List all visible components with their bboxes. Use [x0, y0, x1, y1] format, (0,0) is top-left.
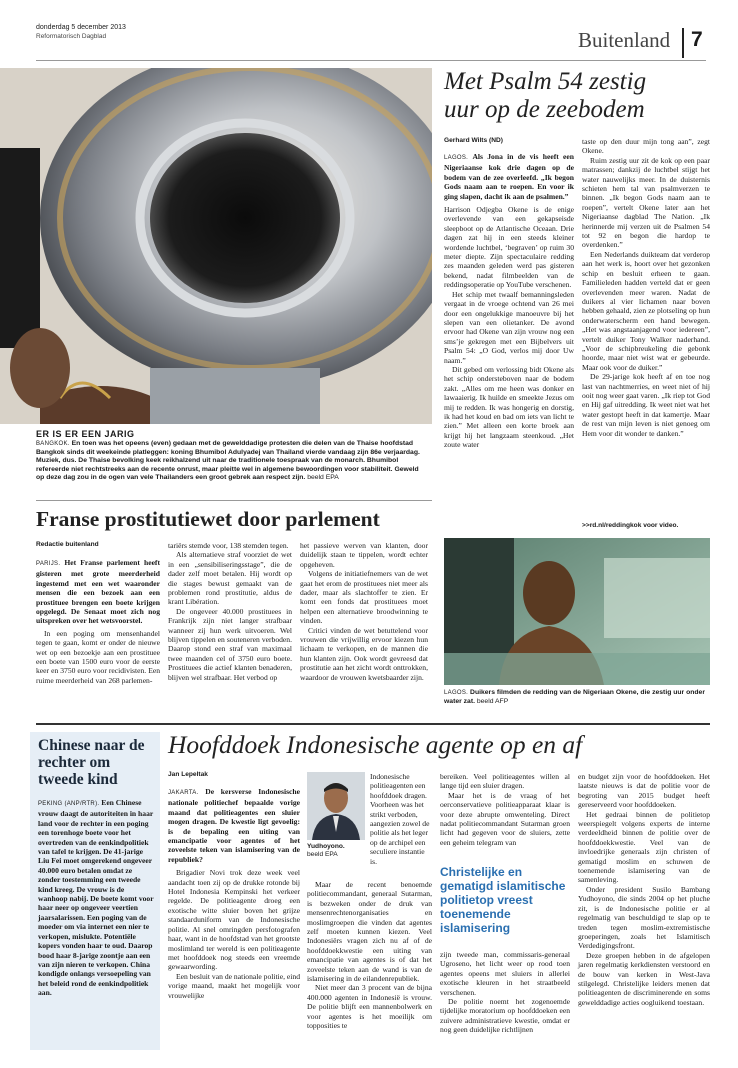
underwater-caption-dateline: LAGOS.: [444, 690, 469, 696]
hoofddoek-column-1: [168, 787, 300, 1000]
lower-section-rule: [36, 723, 710, 725]
video-link[interactable]: >>rd.nl/reddingkok voor video.: [582, 522, 679, 529]
prostitutie-column-3: [300, 541, 428, 682]
hoofddoek-byline: Jan Lepeltak: [168, 771, 208, 778]
yudhoyono-photo: [307, 772, 365, 840]
hoofddoek-c4-p2: Het gedraai binnen de politietop weerspiegelt volgens experts de interne verdeeldheid binnen de politie over de hoofddoekkwestie. Veel van de invloedrijke generaals zijn christen of gematigd moslim en schuwen de toenemende islamisering van de samenleving.: [578, 809, 710, 885]
hoofddoek-column-4: [578, 772, 710, 1007]
hoofddoek-c2-p1: Indonesische politieagenten een hoofddoek dragen. Voorheen was het strikt verboden, aangezien zowel de politie als het leger op de archipel een seculiere instantie is.: [370, 772, 430, 866]
portrait-illustration: [307, 772, 365, 840]
prostitutie-headline: Franse prostitutiewet door parlement: [36, 507, 380, 531]
prostitutie-c2-p2: Als alternatieve straf voorziet de wet in een „sensibiliseringsstage”, die de dader zelf moet betalen. Hij wordt op die stages bewust gemaakt van de problemen rond prostitutie, aldus de krant Libération.: [168, 550, 292, 607]
prostitutie-lead: Het Franse parlement heeft gisteren met grote meerderheid ingestemd met een wet waaronder mensen die een bezoek aan een prostituee brengen een boete krijgen opgelegd. De Senaat moet zich nog uitspreken over het wetsvoorstel.: [36, 558, 160, 626]
underwater-photo: [444, 538, 710, 685]
psalm-c2-p3: Een Nederlands duikteam dat verderop aan het werk is, hoort over het gezonken schip en besluit erheen te gaan. Familieleden hadden verteld dat er geen overlevenden meer waren. Nadat de duikers al vier lichamen naar boven hebben gehaald, zien ze plotseling op hun onderwaterscherm een hand bewegen. „Het was angstaanjagend voor iedereen”, vertelt duiker Tony Walker naderhand. „Voor de schipbreukeling die gebonk hoorde, maar niet wist wat er gebeurde. Maar ook voor de duiker.”: [582, 249, 710, 372]
psalm-c1-p2: Het schip met twaalf bemanningsleden vergaat in de vroege ochtend van 26 mei door een ongelukkige manoeuvre bij het slepen van een olietanker. De avond ervoor had Okene van zijn vrouw nog een sms’je gekregen met een Bijbelvers uit Psalm 54: „O God, verlos mij door Uw naam.”: [444, 289, 574, 365]
tuba-caption-text: En toen was het opeens (even) gedaan met de gewelddadige protesten die delen van de Thaise hoofdstad Bangkok sinds dit weekeinde platleggen: koning Bhumibol Adulyadej van Thailand vierde vandaag zijn 86e verjaardag. Muziek, dus. De Thaise bevolking keek reikhalzend uit naar de traditionele toespraak van de monarch. Bhumibol refereerde niet rechtstreeks aan de recente onrust, maar pleitte wel in algemene bewoordingen voor stabiliteit. Geweld op deze dag zou in de ogen van vele Thailanders een groot gebrek aan respect zijn.: [36, 440, 420, 482]
hoofddoek-c4-p3: Onder president Susilo Bambang Yudhoyono, die sinds 2004 op het pluche zit, is de Indonesische politie er al regelmatig van beschuldigd te slap op te treden tegen moslim-extremistische groeperingen, zoals het Islamitisch Verdedigingsfront.: [578, 884, 710, 951]
psalm-column-2: [582, 137, 710, 438]
page-number: 7: [691, 28, 703, 51]
psalm-dateline: LAGOS.: [444, 155, 469, 161]
tuba-caption: [36, 440, 428, 483]
tuba-illustration: [0, 68, 432, 424]
hoofddoek-c1-p2: Een besluit van de nationale politie, eind vorige maand, maakt het mogelijk voor vrouwelijke: [168, 971, 300, 1000]
prostitutie-c2-p3: De ongeveer 40.000 prostituees in Frankrijk zijn niet langer strafbaar wanneer zij hun werk uitvoeren. Wel blijven tippelen en souteneren verboden. Daarop stond een straf van maximaal twee maanden cel of 3750 euro boete. Prostituees die actief klanten benaderen, blijven wel strafbaar. Het verbod op: [168, 606, 292, 682]
prostitutie-c2-p1: tariërs stemde voor, 138 stemden tegen.: [168, 541, 289, 550]
psalm-c1-p1: Harrison Odjegba Okene is de enige overlevende van een gekapseisde sleepboot op de Atlantische Oceaan. Drie dagen zat hij in een steeds kleiner wordende luchtbel, ‘begraven’ op ruim 30 meter diepte. Zijn spectaculaire redding zes maanden geleden werd pas gisteren bekend, nadat filmbeelden van de reddingsoperatie op YouTube verschenen.: [444, 205, 574, 290]
hoofddoek-c2-p2: Maar de recent benoemde politiecommandant, generaal Sutarman, is bezweken onder de druk van mensenrechtenorganisaties en moslimgroepen die vinden dat agentes zelf moeten kunnen kiezen. Veel Indonesiërs vragen zich nu af of de hoofddoekkwestie een uiting van emancipatie van agentes is of dat het zoveelste teken aan de wand is van de islamisering in de eilandenrepubliek.: [307, 880, 432, 984]
tuba-caption-credit: beeld EPA: [307, 474, 339, 482]
hoofddoek-c3-p3: zijn tweede man, commissaris-generaal Ugroseno, het licht weer op rood toen agentes opeens met sluiers in allerlei exotische kleuren in het straatbeeld verschenen.: [440, 950, 570, 997]
tuba-photo: [0, 68, 432, 424]
underwater-caption-text: Duikers filmden de redding van de Nigeriaan Okene, die zestig uur onder water zat.: [444, 689, 705, 705]
hoofddoek-c4-p4: Deze groepen hebben in de afgelopen jaren regelmatig kerkdiensten verstoord en de bouw van kerken in West-Java stilgelegd. Christelijke leiders menen dat politieagenten de discriminerende en soms gewelddadige acties oogluikend toestaan.: [578, 950, 710, 1007]
psalm-c2-p1: taste op den duur mijn tong aan”, zegt Okene.: [582, 137, 710, 156]
yudhoyono-caption-credit: beeld EPA: [307, 851, 338, 858]
psalm-c2-p4: De 29-jarige kok heeft af en toe nog last van nachtmerries, en weet niet of hij ooit nog weer gaat varen. „Ik riep tot God en Hij gaf uitredding. Ik weet niet wat het water gestopt heeft in dat kamertje. Maar de rest van mijn leven is niet genoeg om Hem voor dit wonder te danken.”: [582, 372, 710, 438]
diver-rescue-illustration: [444, 538, 710, 685]
prostitutie-c3-p2: Volgens de initiatiefnemers van de wet gaat het erom de prostituees niet meer als dader, maar als slachtoffer te zien. Er komt een fonds dat prostituees moet helpen een alternatieve broodwinning te vinden.: [300, 569, 428, 626]
china-lead: Een Chinese vrouw daagt de autoriteiten in haar land voor de rechter in een poging een torenhoge boete voor het overtreden van de eenkindpolitiek van tafel te krijgen. De 41-jarige Liu Fei moet omgerekend ongeveer 40.000 euro betalen omdat ze zonder toestemming een tweede kind kreeg. De vrouw is de wanhoop nabij. De boete komt voor haar neer op ongeveer veertien jaarsalarissen. Een poging van de moeder om via internet een nier te verkopen, mislukte. Potentiële kopers vonden haar te oud. Daarop bood haar 8-jarige zoontje aan een van zijn nieren te verkopen. China kondigde onlangs versoepeling van het beleid rond de eenkindpolitiek aan.: [38, 798, 154, 998]
psalm-c2-p2: Ruim zestig uur zit de kok op een paar matrassen; dankzij de luchtbel stijgt het water nauwelijks meer. In de duisternis schieten hem tal van psalmverzen te binnen. „Ik begon Gods naam aan te roepen”, vertelt Okene later aan het Nigeriaanse dagblad The Nation. „Ik herinnerde mij verzen uit de Psalmen 54 tot 92 en begon die hardop te overdenken.”: [582, 155, 710, 250]
hoofddoek-c3-p1: bereiken. Veel politieagentes willen al lange tijd een sluier dragen.: [440, 772, 570, 791]
china-dateline: PEKING (ANP/RTR).: [38, 801, 100, 807]
psalm-headline-line2: uur op de zeebodem: [444, 96, 645, 123]
hoofddoek-c2-p3: Niet meer dan 3 procent van de bijna 400.000 agenten in Indonesië is vrouw. De politie blijft een mannenbolwerk en voor agentes is het moeilijk om topposities te: [307, 983, 432, 1031]
prostitutie-dateline: PARIJS.: [36, 561, 61, 567]
hoofddoek-column-2-top: [370, 772, 432, 866]
prostitutie-byline: Redactie buitenland: [36, 541, 99, 548]
china-headline: Chinese naar de rechter om tweede kind: [38, 737, 145, 788]
underwater-caption: [444, 689, 710, 706]
tuba-caption-dateline: BANGKOK.: [36, 441, 70, 447]
hoofddoek-c3-p4: De politie noemt het zogenoemde tijdelijke moratorium op hoofddoeken een zuivere administratieve kwestie, omdat er nog geen duidelijke richtlijnen: [440, 997, 570, 1035]
hoofddoek-c1-p1: Brigadier Novi trok deze week veel aandacht toen zij op de drukke rotonde bij Hotel Indonesia Kempinski het verkeer regelde. De politieagente droeg een exotische witte sluier boven het grijze standaarduniform van de Indonesische politie. Al snel omringden persfotografen haar, want in de hoofdstad van het grootste moslimland ter wereld is een politieagente met hoofddoek nog steeds een vreemde gewaarwording.: [168, 868, 300, 972]
tuba-kicker: ER IS ER EEN JARIG: [36, 429, 135, 439]
psalm-column-1: [444, 152, 574, 450]
hoofddoek-dateline: JAKARTA.: [168, 790, 199, 796]
china-body: [38, 798, 154, 998]
prostitutie-column-2: [168, 541, 292, 682]
prostitutie-c3-p1: het passieve werven van klanten, door duidelijk staan te tippelen, wordt echter opgeheven.: [300, 541, 428, 569]
hoofddoek-column-3: [440, 772, 570, 847]
psalm-lead: Als Jona in de vis heeft een Nigeriaanse kok drie dagen op de bodem van de zee overleefd. „Ik begon Gods naam aan te roepen. En voor ik ging slapen, dacht ik aan de psalmen.”: [444, 152, 575, 201]
psalm-byline: Gerhard Wilts (ND): [444, 137, 503, 144]
masthead-paper: Reformatorisch Dagblad: [36, 33, 107, 40]
masthead-divider: [682, 28, 684, 58]
yudhoyono-caption-name: Yudhoyono.: [307, 843, 345, 850]
pullquote: Christelijke en gematigd islamitische politietop vreest toenemende islamisering: [440, 865, 566, 935]
hoofddoek-column-3-bottom: [440, 950, 570, 1035]
masthead-date: donderdag 5 december 2013: [36, 24, 126, 31]
yudhoyono-caption: [307, 843, 345, 859]
hoofddoek-headline: Hoofddoek Indonesische agente op en af: [168, 730, 583, 759]
psalm-c1-p3: Dit gebed om verlossing bidt Okene als het schip ondersteboven naar de bodem zakt. „Alles om me heen was donker en lawaaierig. Ik huilde en smeekte Jezus om mij te redden. Ik was hongerig en dorstig, ik had het koud en bad om iets van licht te zien.” Met alleen een korte broek aan krijgt hij het langzaam steenkoud. „Het zoute water: [444, 364, 574, 450]
psalm-headline: [444, 68, 714, 124]
prostitutie-top-rule: [36, 500, 432, 501]
prostitutie-c3-p3: Critici vinden de wet betuttelend voor vrouwen die vrijwillig ervoor kiezen hun lichaam te verkopen, en de mannen die hun klanten zijn. Ook wordt gevreesd dat prostitutie aan het zicht wordt onttrokken, waardoor de vrouwen kwetsbaarder zijn.: [300, 625, 428, 682]
masthead-rule: [36, 60, 706, 61]
prostitutie-column-1: [36, 558, 160, 685]
prostitutie-c1-p1: In een poging om mensenhandel tegen te gaan, komt er onder de nieuwe wet op een bezoekje aan een prostituee een boete van 1500 euro voor de eerste keer en 3750 euro voor recidivisten. Een ruime meerderheid van 268 parlemen-: [36, 628, 160, 685]
hoofddoek-lead: De kersverse Indonesische nationale politiechef bepaalde vorige maand dat politieagentes een sluier mogen dragen. De kwestie ligt gevoelig: is de bepaling een uiting van emancipatie voor agentes of het zoveelste teken van islamisering van de republiek?: [168, 787, 300, 864]
hoofddoek-column-2: [307, 880, 432, 1031]
underwater-caption-credit: beeld AFP: [476, 697, 509, 705]
hoofddoek-c4-p1: en budget zijn voor de hoofddoeken. Het laatste nieuws is dat de politie voor de begroting van 2015 budget heeft gereserveerd voor hoofddoeken.: [578, 772, 710, 810]
psalm-headline-line1: Met Psalm 54 zestig: [444, 68, 647, 95]
section-title: Buitenland: [578, 28, 671, 52]
hoofddoek-c3-p2: Maar het is de vraag of het oerconservatieve politieapparaat klaar is voor deze abrupte omwenteling. Direct nadat politiecommandant Sutarman groen licht had gegeven voor de sluiers, zette een geheim telegram van: [440, 790, 570, 847]
